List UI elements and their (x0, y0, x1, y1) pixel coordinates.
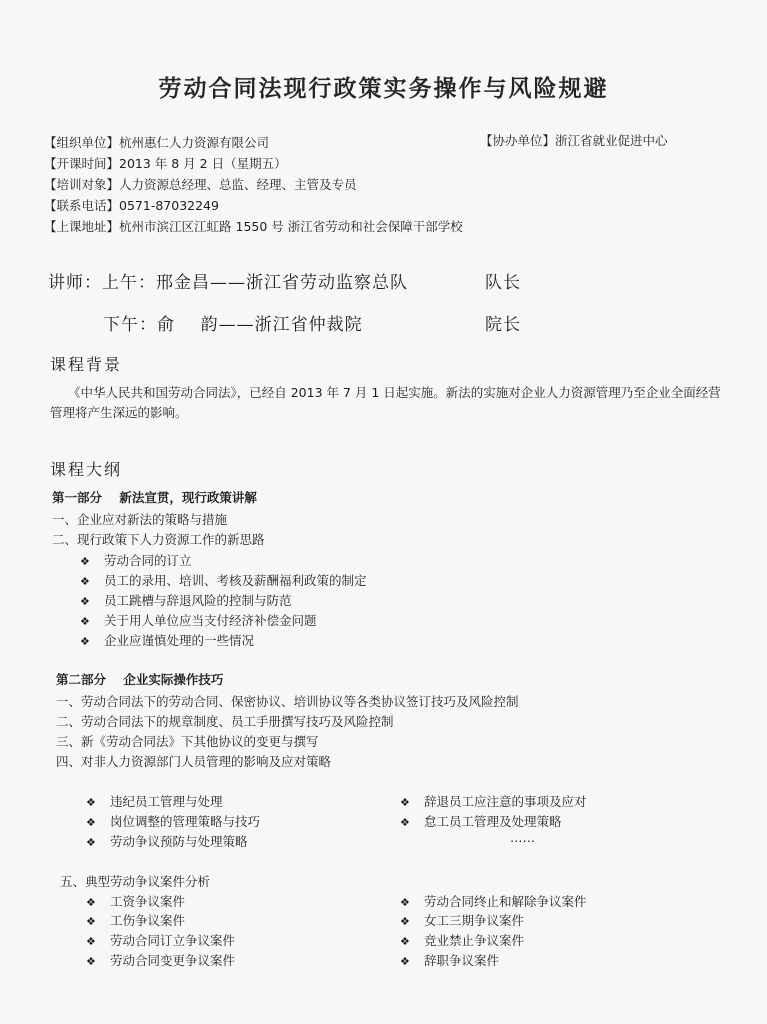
diamond-bullet-icon: ❖ (86, 955, 96, 968)
part1-bullet (80, 631, 254, 649)
background-heading: 课程背景 (50, 355, 123, 374)
lecturer-pm-title: 院长 (485, 315, 521, 335)
part1-item-1: 一、企业应对新法的策略与措施 (52, 512, 228, 527)
part2-bullet-right (400, 792, 586, 810)
address-label: 【上课地址】 (44, 219, 120, 234)
coorganizer-value: 浙江省就业促进中心 (555, 133, 668, 148)
lecturer-am-name: 邢金昌——浙江省劳动监察总队 (156, 273, 408, 293)
case-right (400, 951, 499, 969)
time-value: 2013 年 8 月 2 日（星期五） (119, 156, 287, 171)
case-text: 工资争议案件 (109, 894, 185, 909)
part2-item-3: 三、新《劳动合同法》下其他协议的变更与撰写 (56, 734, 319, 749)
case-text: 劳动合同订立争议案件 (109, 933, 235, 948)
part2-item-2: 二、劳动合同法下的规章制度、员工手册撰写技巧及风险控制 (56, 714, 394, 729)
case-left (86, 951, 235, 969)
case-text: 劳动合同变更争议案件 (109, 953, 235, 968)
part1-title: 第一部分 新法宣贯，现行政策讲解 (52, 490, 257, 505)
diamond-bullet-icon: ❖ (86, 915, 96, 928)
part1-bullet-text: 企业应谨慎处理的一些情况 (103, 633, 254, 648)
part2-item-4: 四、对非人力资源部门人员管理的影响及应对策略 (56, 754, 332, 769)
address-row (44, 216, 463, 237)
organizer-label: 【组织单位】 (44, 135, 120, 150)
case-left (86, 892, 185, 910)
part2-title: 第二部分 企业实际操作技巧 (56, 672, 224, 687)
case-text: 竞业禁止争议案件 (423, 933, 524, 948)
diamond-bullet-icon: ❖ (400, 915, 410, 928)
diamond-bullet-icon: ❖ (400, 935, 410, 948)
diamond-bullet-icon: ❖ (86, 816, 96, 829)
case-right (400, 892, 586, 910)
part1-bullet-text: 员工跳槽与辞退风险的控制与防范 (103, 593, 292, 608)
part2-bullet-text: 辞退员工应注意的事项及应对 (423, 794, 587, 809)
part2-item-5: 五、典型劳动争议案件分析 (60, 874, 211, 889)
lecturer-label: 讲师： (48, 273, 102, 293)
part1-bullet (80, 551, 191, 569)
part1-bullet (80, 571, 366, 589)
part1-bullet-text: 员工的录用、培训、考核及薪酬福利政策的制定 (103, 573, 367, 588)
coorganizer-row (480, 130, 668, 151)
diamond-bullet-icon: ❖ (400, 955, 410, 968)
case-text: 辞职争议案件 (423, 953, 499, 968)
ellipsis: …… (510, 830, 535, 845)
time-label: 【开课时间】 (44, 156, 120, 171)
part1-bullet (80, 611, 316, 629)
part1-bullet-text: 关于用人单位应当支付经济补偿金问题 (103, 613, 317, 628)
part1-bullet-text: 劳动合同的订立 (103, 553, 192, 568)
part2-item-1: 一、劳动合同法下的劳动合同、保密协议、培训协议等各类协议签订技巧及风险控制 (56, 694, 519, 709)
time-row (44, 153, 287, 174)
lecturer-pm-name: 俞 韵——浙江省仲裁院 (157, 315, 363, 335)
part2-bullet-text: 劳动争议预防与处理策略 (109, 834, 248, 849)
part2-bullet-text: 怠工员工管理及处理策略 (423, 814, 562, 829)
part2-bullet-text: 岗位调整的管理策略与技巧 (109, 814, 260, 829)
phone-label: 【联系电话】 (44, 198, 120, 213)
case-text: 工伤争议案件 (109, 913, 185, 928)
part2-bullet-left (86, 812, 260, 830)
phone-row (44, 195, 219, 216)
lecturer-am-label: 上午： (102, 273, 156, 293)
outline-heading: 课程大纲 (50, 460, 123, 479)
part2-bullet-left (86, 792, 222, 810)
diamond-bullet-icon: ❖ (86, 836, 96, 849)
diamond-bullet-icon: ❖ (86, 935, 96, 948)
diamond-bullet-icon: ❖ (80, 595, 90, 608)
case-left (86, 911, 185, 929)
part1-item-2: 二、现行政策下人力资源工作的新思路 (52, 532, 265, 547)
coorganizer-label: 【协办单位】 (480, 133, 556, 148)
part1-bullet (80, 591, 291, 609)
address-value: 杭州市滨江区江虹路 1550 号 浙江省劳动和社会保障干部学校 (119, 219, 463, 234)
organizer-value: 杭州惠仁人力资源有限公司 (119, 135, 270, 150)
page-title: 劳动合同法现行政策实务操作与风险规避 (158, 76, 609, 102)
lecturer-pm-label: 下午： (103, 315, 157, 335)
lecturer-am-title: 队长 (485, 273, 521, 293)
audience-value: 人力资源总经理、总监、经理、主管及专员 (119, 177, 357, 192)
part2-bullet-text: 违纪员工管理与处理 (109, 794, 223, 809)
case-right (400, 931, 524, 949)
case-left (86, 931, 235, 949)
lecturer-am-row (48, 268, 408, 293)
background-text: 《中华人民共和国劳动合同法》，已经自 2013 年 7 月 1 日起实施。新法的实施对企业人力资源管理乃至企业全面经营管理将产生深远的影响。 (50, 385, 721, 420)
diamond-bullet-icon: ❖ (80, 615, 90, 628)
organizer-row (44, 132, 269, 153)
case-text: 女工三期争议案件 (423, 913, 524, 928)
audience-row (44, 174, 357, 195)
audience-label: 【培训对象】 (44, 177, 120, 192)
case-text: 劳动合同终止和解除争议案件 (423, 894, 587, 909)
diamond-bullet-icon: ❖ (80, 575, 90, 588)
case-right (400, 911, 524, 929)
diamond-bullet-icon: ❖ (400, 896, 410, 909)
diamond-bullet-icon: ❖ (86, 796, 96, 809)
phone-value: 0571-87032249 (119, 198, 219, 213)
diamond-bullet-icon: ❖ (80, 555, 90, 568)
lecturer-pm-row (103, 310, 363, 335)
diamond-bullet-icon: ❖ (80, 635, 90, 648)
diamond-bullet-icon: ❖ (400, 816, 410, 829)
diamond-bullet-icon: ❖ (400, 796, 410, 809)
part2-bullet-right (400, 812, 561, 830)
part2-bullet-left (86, 832, 247, 850)
diamond-bullet-icon: ❖ (86, 896, 96, 909)
